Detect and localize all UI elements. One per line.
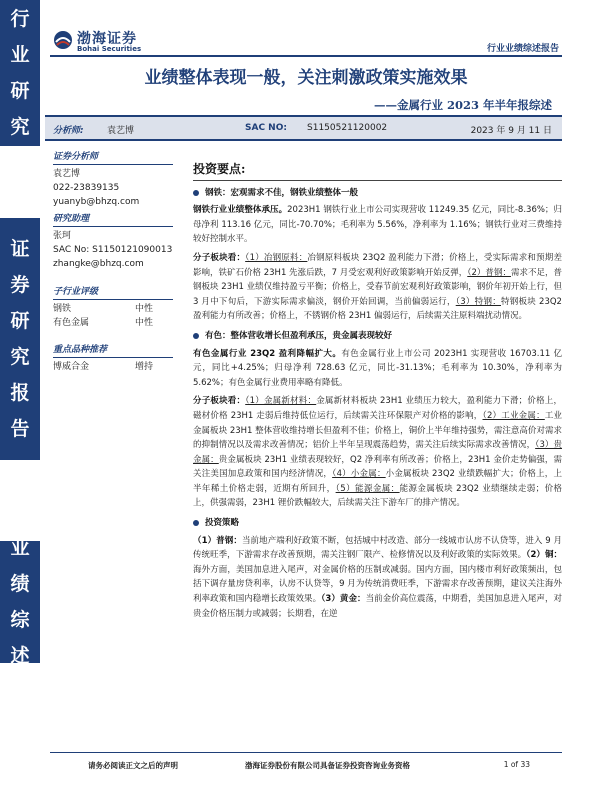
rating-value: 中性 [134,318,153,328]
investment-points-title: 投资要点: [193,162,562,181]
bullet-icon [193,520,199,526]
bullet-icon [193,190,199,196]
rating-value: 中性 [134,304,153,314]
side-char: 综 [10,609,30,631]
page-title: 业绩整体表现一般，关注刺激政策实施效果 [144,68,468,88]
analyst-name: 袁艺博 [53,169,81,179]
sac-value: S1150521120002 [307,123,388,133]
analyst-block [53,150,183,209]
strategy-paragraph: （1）普钢：当前地产端利好政策不断，包括城中村改造、部分一线城市认房不认贷等，进入 9 月传统旺季，下游需求存改善预期，需关注钢厂限产、检修情况以及利好政策的实际效果。（2）铜：海外方面，美国加息进入尾声，对金属价格的压制或减弱。国内方面，国内楼市利好政策频出，包括下调存量房贷利率，认房不认贷等，9 月为传统消费旺季，下游需求存改善预期，建议关注海外利率政策和国内稳增长政策效果。（3）黄金：当前金价高位震荡，中期看，美国加息进入尾声，对贵金价格压制力或减弱；长期看，在逆 [193,535,562,619]
side-char: 究 [10,346,30,368]
side-char: 究 [10,116,30,138]
stock-pick-block [53,343,183,374]
rating-row [53,302,153,316]
nonferrous-paragraph-1: 有色金属行业 23Q2 盈利降幅扩大。有色金属行业上市公司 2023H1 实现营收 16703.11 亿元，同比+4.25%；归母净利 728.63 亿元，同比-31.13%；毛利率为 10.30%，净利率为 5.62%；有色金属行业费用率略有降低。 [193,348,562,388]
side-band-industry-research [0,0,40,146]
side-char: 研 [10,80,30,102]
footer-disclaimer: 请务必阅读正文之后的声明 [88,761,178,770]
side-char: 告 [10,418,30,440]
side-char: 报 [10,382,30,404]
side-char: 述 [10,645,30,667]
assistant-sac: SAC No: S1150121090013 [53,245,173,255]
assistant-email[interactable]: zhangke@bhzq.com [53,259,144,269]
nonferrous-heading [193,329,562,344]
side-band-earnings-review [0,537,40,667]
rating-sector: 钢铁 [53,304,72,314]
side-char: 行 [10,8,30,30]
logo-text-cn: 渤海证券 [77,31,137,47]
logo-text-en: Bohai Securities [77,45,142,53]
stock-name: 博威合金 [53,362,90,372]
footer-qualification: 渤海证券股份有限公司具备证券投资咨询业务资格 [245,761,410,770]
side-char: 业 [10,44,30,66]
report-date: 2023 年 9 月 11 日 [470,126,552,136]
strategy-heading [193,516,562,531]
analyst-email[interactable]: yuanyb@bhzq.com [53,197,140,207]
bullet-icon [193,333,199,339]
steel-heading [193,186,562,201]
side-char: 证 [10,238,30,260]
analyst-name: 袁艺博 [107,126,135,136]
rating-row [53,316,153,330]
nonferrous-heading-text: 有色：整体营收增长但盈利承压，贵金属表现较好 [205,330,393,341]
side-band-securities-report [0,218,40,460]
analyst-info-bar [45,115,562,141]
footer-divider [50,752,562,753]
steel-paragraph-2: 分子板块看：（1）冶钢原料：冶钢原料板块 23Q2 盈利能力下滑；价格上，受实际需求和预期差影响，铁矿石价格 23H1 先涨后跌，7 月受宏观利好政策影响开始反弹，（2）普钢：需求不足，普钢板块 23H1 业绩仅维持盈亏平衡；价格上，受春节前宏观利好政策影响，钢价年初开始上行，但 3 月中下旬后，下游实际需求偏淡，钢价开始回调，当前偏弱运行，（3）特钢：特钢板块 23Q2 盈利能力有所改善；价格上，不锈钢价格 23H1 偏弱运行，后续需关注原料端扰动情况。 [193,252,562,322]
side-char: 业 [10,537,30,559]
stock-pick-heading: 重点品种推荐 [53,343,173,358]
assistant-block [53,212,183,271]
report-type: 行业业绩综述报告 [486,44,559,54]
sac-label: SAC NO: [245,123,287,133]
company-logo [53,28,173,58]
analyst-label: 分析师: [53,126,84,136]
main-body [193,162,562,625]
rating-block [53,285,183,330]
side-char: 研 [10,310,30,332]
side-char: 绩 [10,573,30,595]
assistant-name: 张珂 [53,231,72,241]
side-char: 券 [10,274,30,296]
page-number: 1 of 33 [503,760,530,769]
analyst-phone: 022-23839135 [53,183,120,193]
page-subtitle: ——金属行业 2023 年半年报综述 [373,98,552,112]
rating-sector: 有色金属 [53,318,90,328]
steel-heading-text: 钢铁：宏观需求不佳，钢铁业绩整体一般 [205,187,359,198]
steel-paragraph-1: 钢铁行业业绩整体承压。2023H1 钢铁行业上市公司实现营收 11249.35 亿元，同比-8.36%；归母净利 113.16 亿元，同比-70.70%；毛利率为 5.56%，净利率为 1.16%；钢铁行业对三费维持较好控制水平。 [193,205,562,245]
nonferrous-paragraph-2: 分子板块看：（1）金属新材料：金属新材料板块 23H1 业绩压力较大，盈利能力下滑；价格上，磁材价格 23H1 走弱后维持低位运行，后续需关注环保限产对价格的影响，（2）工业金属：工业金属板块 23H1 整体营收维持增长但盈利不佳；价格上，铜价上半年维持强势，需注意高价对需求的抑制情况以及需求改善情况；铝价上半年呈现震荡趋势，需关注后续实际需求改善情况，（3）贵金属：贵金属板块 23H1 业绩表现较好，Q2 净利率有所改善；价格上，23H1 金价走势偏强，需关注美国加息政策和国内经济情况，（4）小金属：小金属板块 23Q2 业绩跌幅扩大；价格上，上半年稀土价格走弱，近期有所回升，（5）能源金属：能源金属板块 23Q2 业绩继续走弱；价格上，供强需弱，23H1 锂价跌幅较大，后续需关注下游车厂的排产情况。 [193,396,562,509]
bohai-logo-icon [53,30,73,50]
stock-pick-row [53,360,153,374]
analyst-heading: 证券分析师 [53,150,173,165]
stock-rating: 增持 [134,362,153,372]
strategy-heading-text: 投资策略 [205,518,240,529]
rating-heading: 子行业评级 [53,285,173,300]
header-divider [50,55,562,57]
assistant-heading: 研究助理 [53,212,173,227]
